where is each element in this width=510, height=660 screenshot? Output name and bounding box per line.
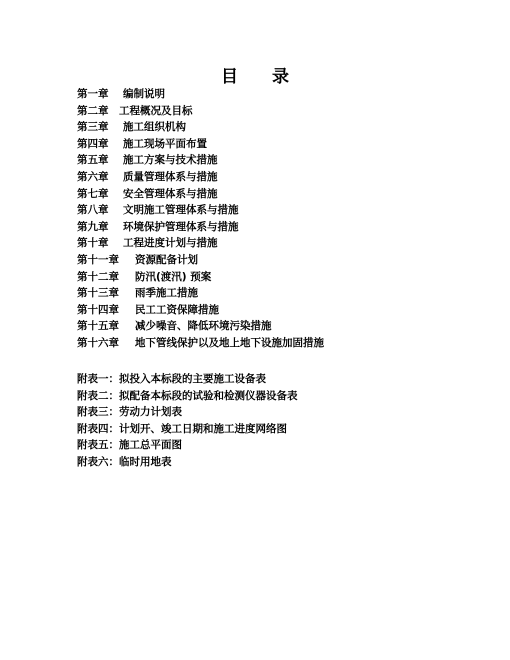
chapter-number: 第八章	[77, 204, 109, 217]
chapter-title: 施工组织机构	[123, 121, 186, 134]
chapter-title: 施工方案与技术措施	[123, 154, 218, 167]
appendix-item: 附表四：计划开、竣工日期和施工进度网络图	[77, 422, 287, 435]
appendix-item: 附表五：施工总平面图	[77, 439, 182, 452]
chapter-number: 第六章	[77, 170, 109, 183]
chapter-title: 文明施工管理体系与措施	[123, 204, 239, 217]
chapter-number: 第四章	[77, 137, 109, 150]
toc-item	[77, 186, 457, 203]
chapter-title: 安全管理体系与措施	[123, 187, 218, 200]
chapter-number: 第十二章	[77, 270, 119, 283]
toc-item	[77, 318, 457, 335]
table-of-contents	[77, 86, 457, 352]
toc-item	[77, 219, 457, 236]
chapter-title: 地下管线保护以及地上地下设施加固措施	[135, 336, 324, 349]
appendix-list	[77, 371, 457, 471]
chapter-number: 第九章	[77, 220, 109, 233]
chapter-title: 工程进度计划与措施	[123, 237, 218, 250]
chapter-title: 工程概况及目标	[119, 104, 193, 117]
chapter-title: 民工工资保障措施	[135, 303, 219, 316]
chapter-number: 第十章	[77, 237, 109, 250]
chapter-number: 第十五章	[77, 320, 119, 333]
chapter-number: 第五章	[77, 154, 109, 167]
appendix-item: 附表六：临时用地表	[77, 455, 172, 468]
chapter-title: 施工现场平面布置	[123, 137, 207, 150]
appendix-item: 附表一：拟投入本标段的主要施工设备表	[77, 373, 266, 385]
toc-item	[77, 302, 457, 319]
toc-item	[77, 285, 457, 302]
toc-item	[77, 169, 457, 186]
toc-item	[77, 86, 457, 103]
chapter-title: 防汛(渡汛) 预案	[135, 270, 212, 283]
toc-item	[77, 136, 457, 153]
chapter-title: 雨季施工措施	[135, 287, 198, 300]
chapter-number: 第十三章	[77, 287, 119, 300]
chapter-number: 第十六章	[77, 336, 119, 349]
toc-item	[77, 235, 457, 252]
toc-item	[77, 103, 457, 120]
page-title: 目 录	[221, 67, 303, 87]
toc-item	[77, 269, 457, 286]
chapter-title: 减少噪音、降低环境污染措施	[135, 320, 272, 333]
toc-item	[77, 152, 457, 169]
chapter-title: 环境保护管理体系与措施	[123, 220, 239, 233]
chapter-title: 资源配备计划	[135, 253, 198, 266]
chapter-number: 第一章	[77, 88, 109, 100]
toc-item	[77, 252, 457, 269]
toc-item	[77, 119, 457, 136]
chapter-title: 编制说明	[123, 88, 165, 100]
chapter-number: 第七章	[77, 187, 109, 200]
toc-item	[77, 335, 457, 352]
toc-item	[77, 202, 457, 219]
appendix-item: 附表三：劳动力计划表	[77, 406, 182, 419]
chapter-number: 第十一章	[77, 253, 119, 266]
chapter-number: 第十四章	[77, 303, 119, 316]
chapter-number: 第二章	[77, 104, 109, 117]
appendix-item: 附表二：拟配备本标段的试验和检测仪器设备表	[77, 389, 298, 402]
chapter-title: 质量管理体系与措施	[123, 170, 218, 183]
chapter-number: 第三章	[77, 121, 109, 134]
